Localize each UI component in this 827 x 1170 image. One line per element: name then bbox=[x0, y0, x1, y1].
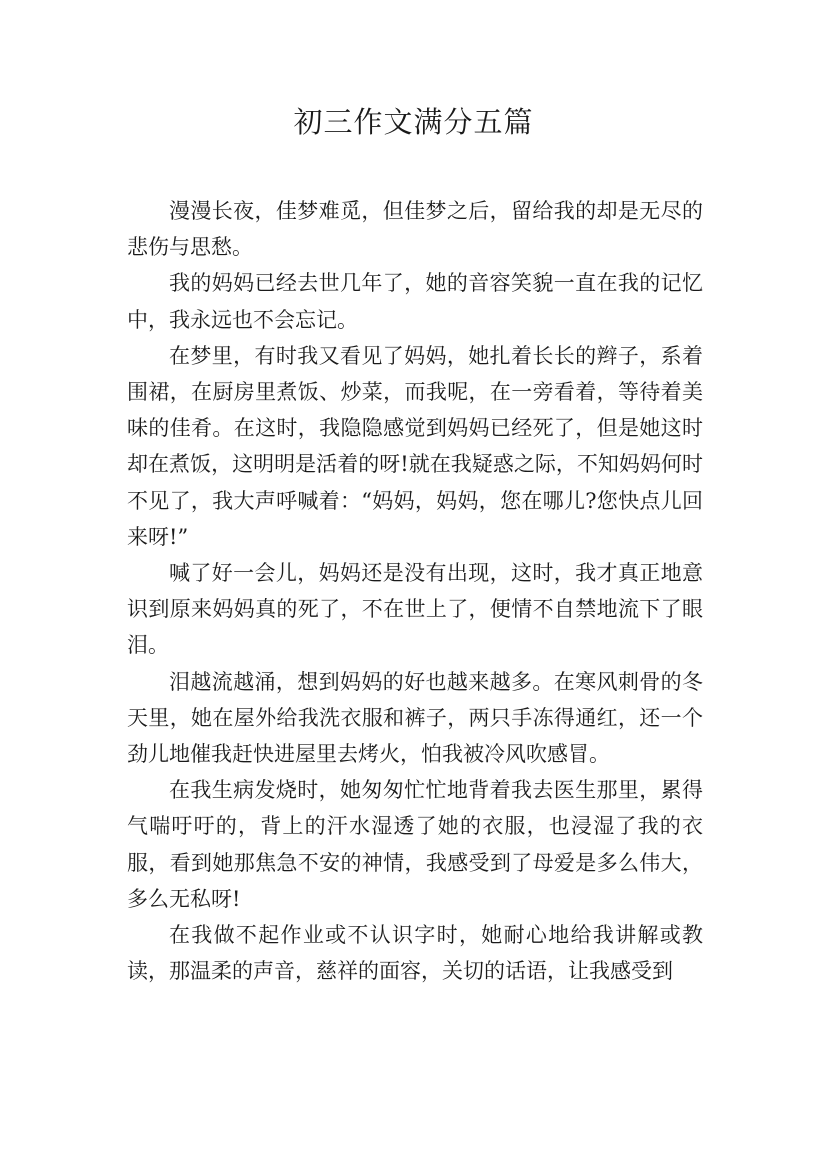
document-title: 初三作文满分五篇 bbox=[293, 105, 534, 139]
paragraph: 我的妈妈已经去世几年了，她的音容笑貌一直在我的记忆中，我永远也不会忘记。 bbox=[127, 271, 703, 332]
paragraph: 在我做不起作业或不认识字时，她耐心地给我讲解或教读，那温柔的声音，慈祥的面容，关切的话语，让我感受到 bbox=[127, 923, 703, 984]
paragraph: 喊了好一会儿，妈妈还是没有出现，这时，我才真正地意识到原来妈妈真的死了，不在世上了，便情不自禁地流下了眼泪。 bbox=[127, 561, 703, 658]
document-body bbox=[127, 193, 703, 989]
paragraph: 漫漫长夜，佳梦难觅，但佳梦之后，留给我的却是无尽的悲伤与思愁。 bbox=[127, 199, 703, 260]
paragraph: 在我生病发烧时，她匆匆忙忙地背着我去医生那里，累得气喘吁吁的，背上的汗水湿透了她的衣服，也浸湿了我的衣服，看到她那焦急不安的神情，我感受到了母爱是多么伟大，多么无私呀! bbox=[127, 778, 703, 911]
paragraph: 泪越流越涌，想到妈妈的好也越来越多。在寒风刺骨的冬天里，她在屋外给我洗衣服和裤子，两只手冻得通红，还一个劲儿地催我赶快进屋里去烤火，怕我被冷风吹感冒。 bbox=[127, 669, 703, 767]
paragraph: 在梦里，有时我又看见了妈妈，她扎着长长的辫子，系着围裙，在厨房里煮饭、炒菜，而我呢，在一旁看着，等待着美味的佳肴。在这时，我隐隐感觉到妈妈已经死了，但是她这时却在煮饭，这明明是活着的呀!就在我疑惑之际，不知妈妈何时不见了，我大声呼喊着：“妈妈，妈妈，您在哪儿?您快点儿回来呀!” bbox=[127, 343, 703, 549]
